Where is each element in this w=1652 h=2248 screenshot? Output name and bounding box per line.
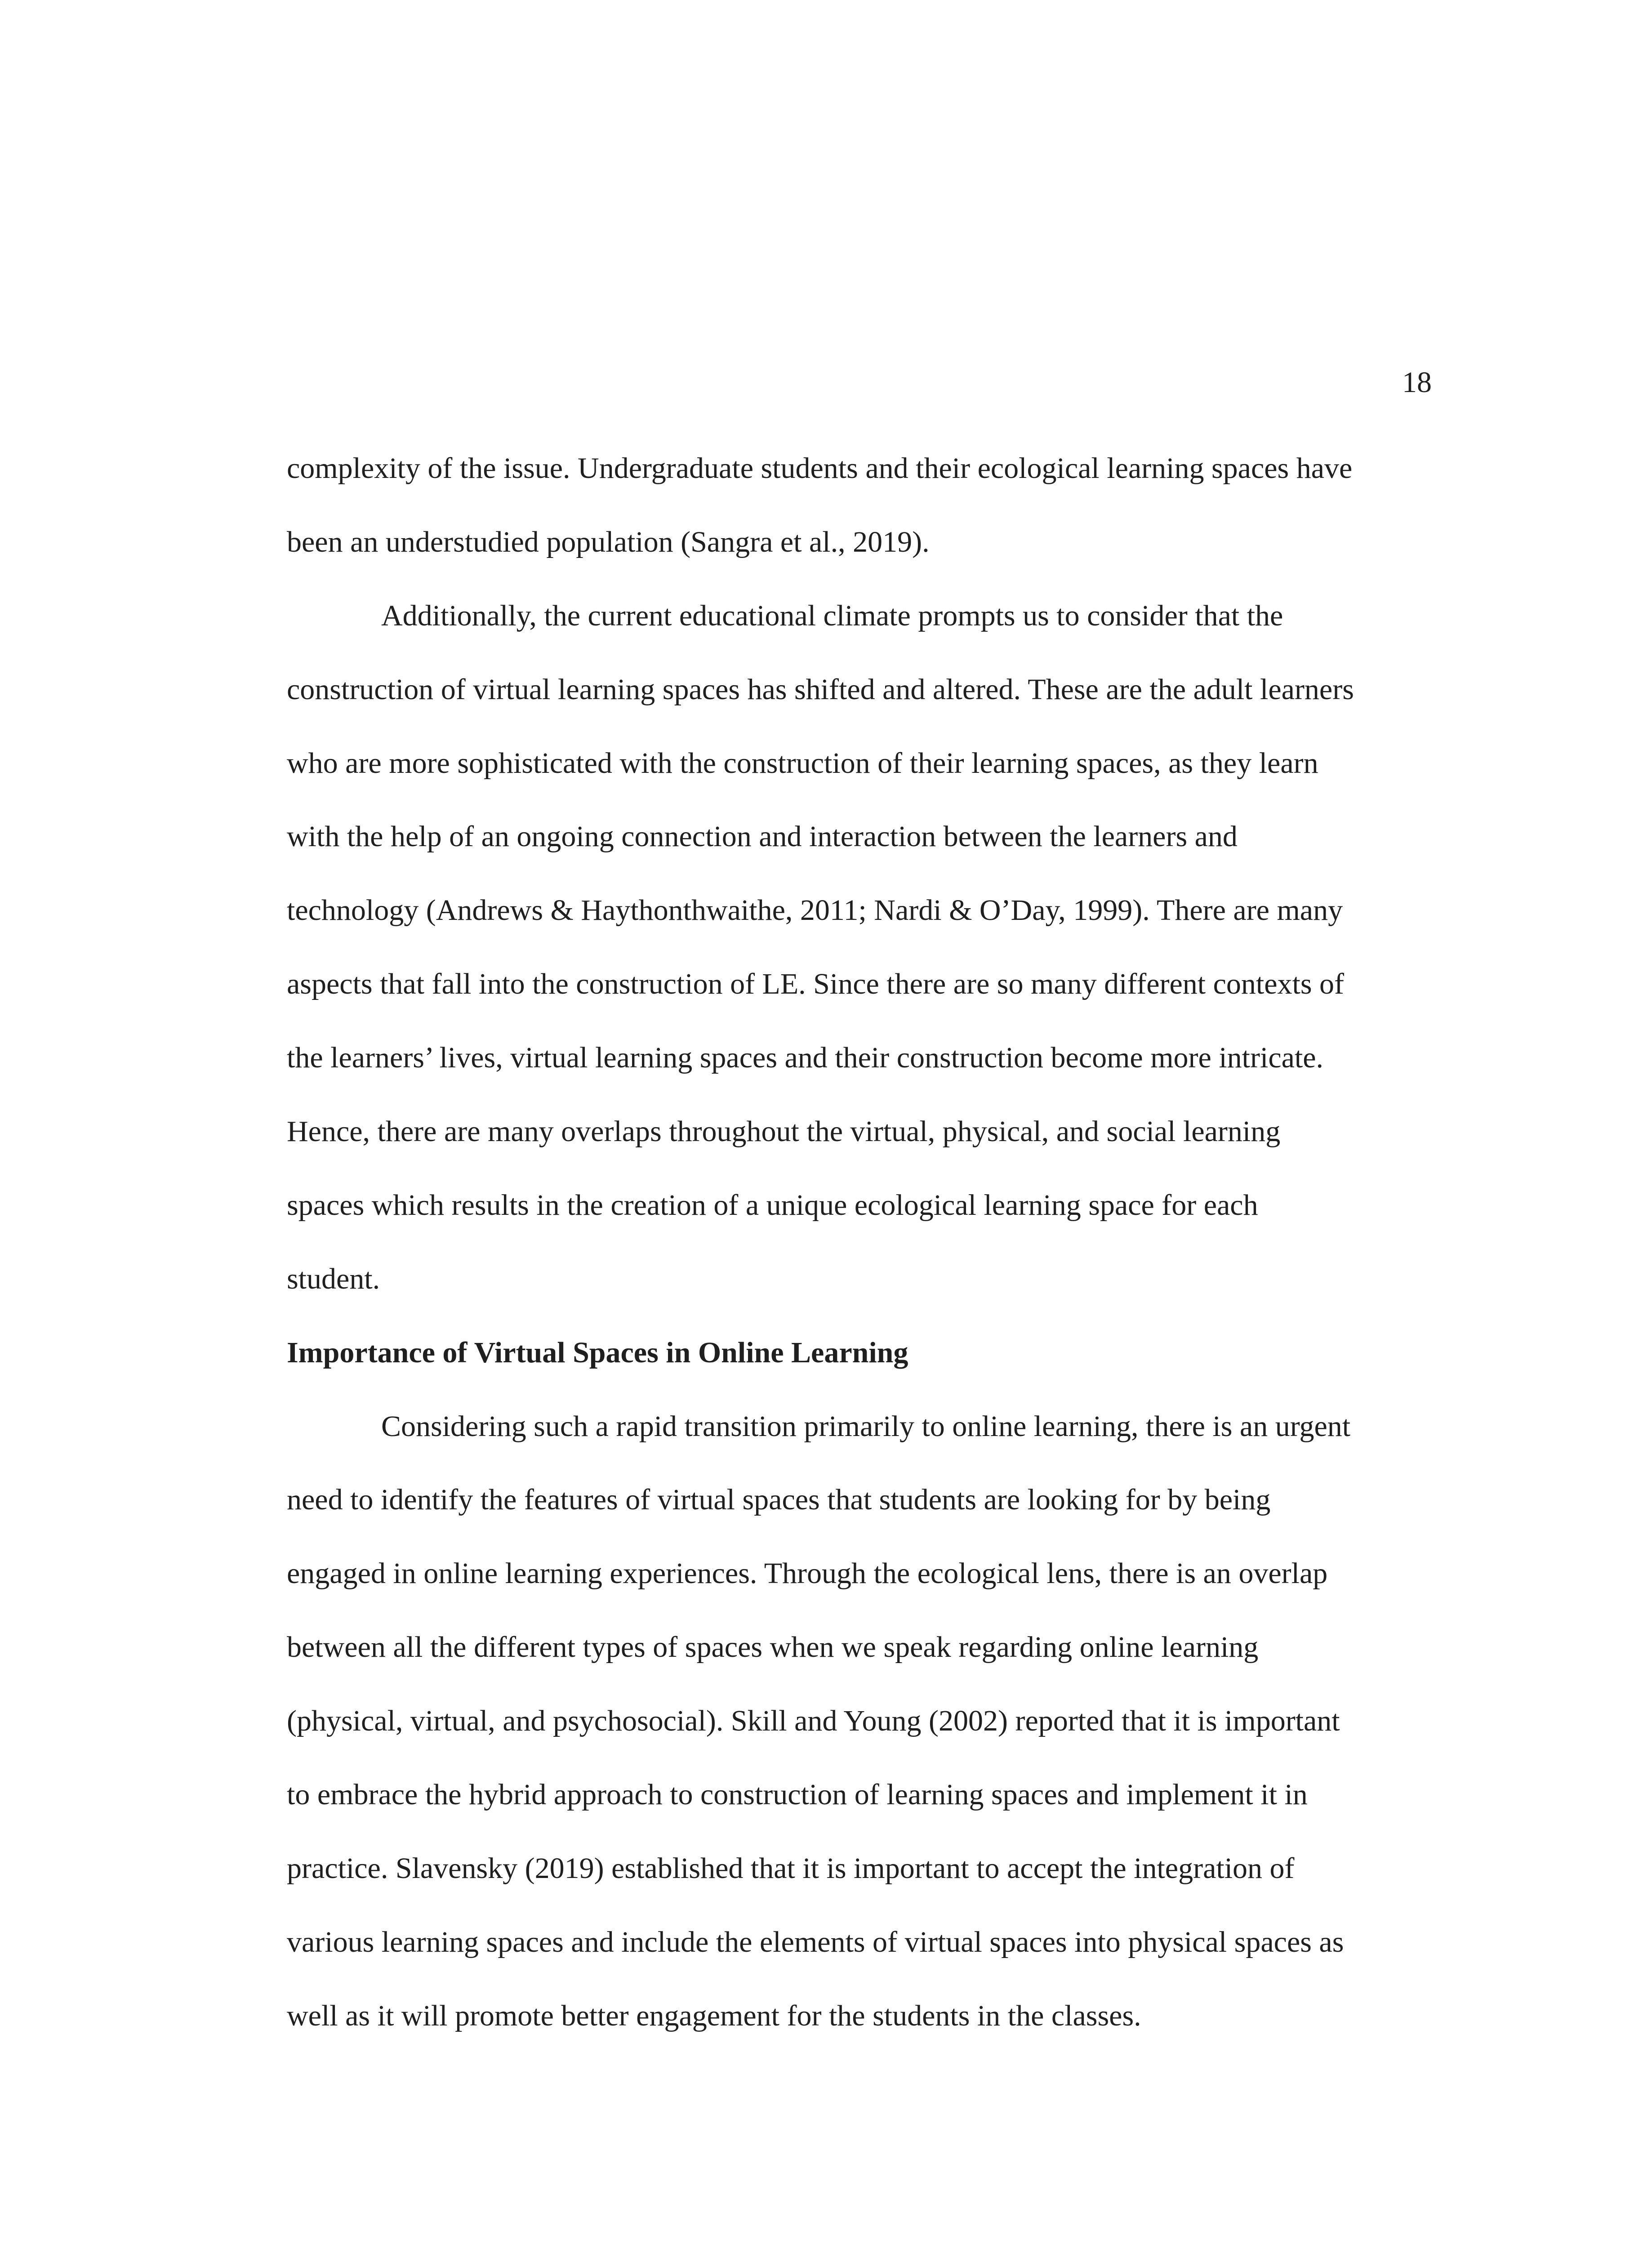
text-line: the learners’ lives, virtual learning spaces and their construction become more intricate. — [287, 1041, 1324, 1075]
text-line: (physical, virtual, and psychosocial). Skill and Young (2002) reported that it is important — [287, 1704, 1340, 1738]
text-line: need to identify the features of virtual spaces that students are looking for by being — [287, 1483, 1271, 1517]
text-line: between all the different types of spaces when we speak regarding online learning — [287, 1631, 1259, 1664]
paragraph-continued — [287, 432, 1433, 579]
text-line: to embrace the hybrid approach to construction of learning spaces and implement it in — [287, 1778, 1308, 1811]
text-line: student. — [287, 1262, 380, 1295]
text-line: well as it will promote better engagement for the students in the classes. — [287, 1999, 1141, 2032]
section-heading: Importance of Virtual Spaces in Online Learning — [287, 1336, 908, 1369]
text-line: Considering such a rapid transition primarily to online learning, there is an urgent — [381, 1409, 1351, 1443]
body-text — [287, 432, 1433, 2053]
text-line: who are more sophisticated with the construction of their learning spaces, as they learn — [287, 746, 1318, 780]
text-line: practice. Slavensky (2019) established that it is important to accept the integration of — [287, 1851, 1295, 1885]
text-line: various learning spaces and include the elements of virtual spaces into physical spaces as — [287, 1925, 1344, 1958]
paragraph-additionally — [287, 579, 1433, 1316]
text-line: spaces which results in the creation of a unique ecological learning space for each — [287, 1188, 1258, 1222]
text-line: technology (Andrews & Haythonthwaithe, 2011; Nardi & O’Day, 1999). There are many — [287, 894, 1343, 927]
text-line: aspects that fall into the construction of LE. Since there are so many different contexts of — [287, 968, 1345, 1001]
text-line: with the help of an ongoing connection and interaction between the learners and — [287, 820, 1238, 853]
text-line: Hence, there are many overlaps throughout the virtual, physical, and social learning — [287, 1115, 1281, 1148]
text-line: construction of virtual learning spaces has shifted and altered. These are the adult learners — [287, 673, 1354, 706]
text-line: Additionally, the current educational climate prompts us to consider that the — [381, 599, 1283, 632]
page-number: 18 — [1402, 366, 1432, 399]
paragraph-considering — [287, 1390, 1433, 2053]
text-line: been an understudied population (Sangra et al., 2019). — [287, 525, 930, 558]
text-line: complexity of the issue. Undergraduate students and their ecological learning spaces have — [287, 452, 1353, 485]
text-line: engaged in online learning experiences. Through the ecological lens, there is an overlap — [287, 1557, 1328, 1590]
